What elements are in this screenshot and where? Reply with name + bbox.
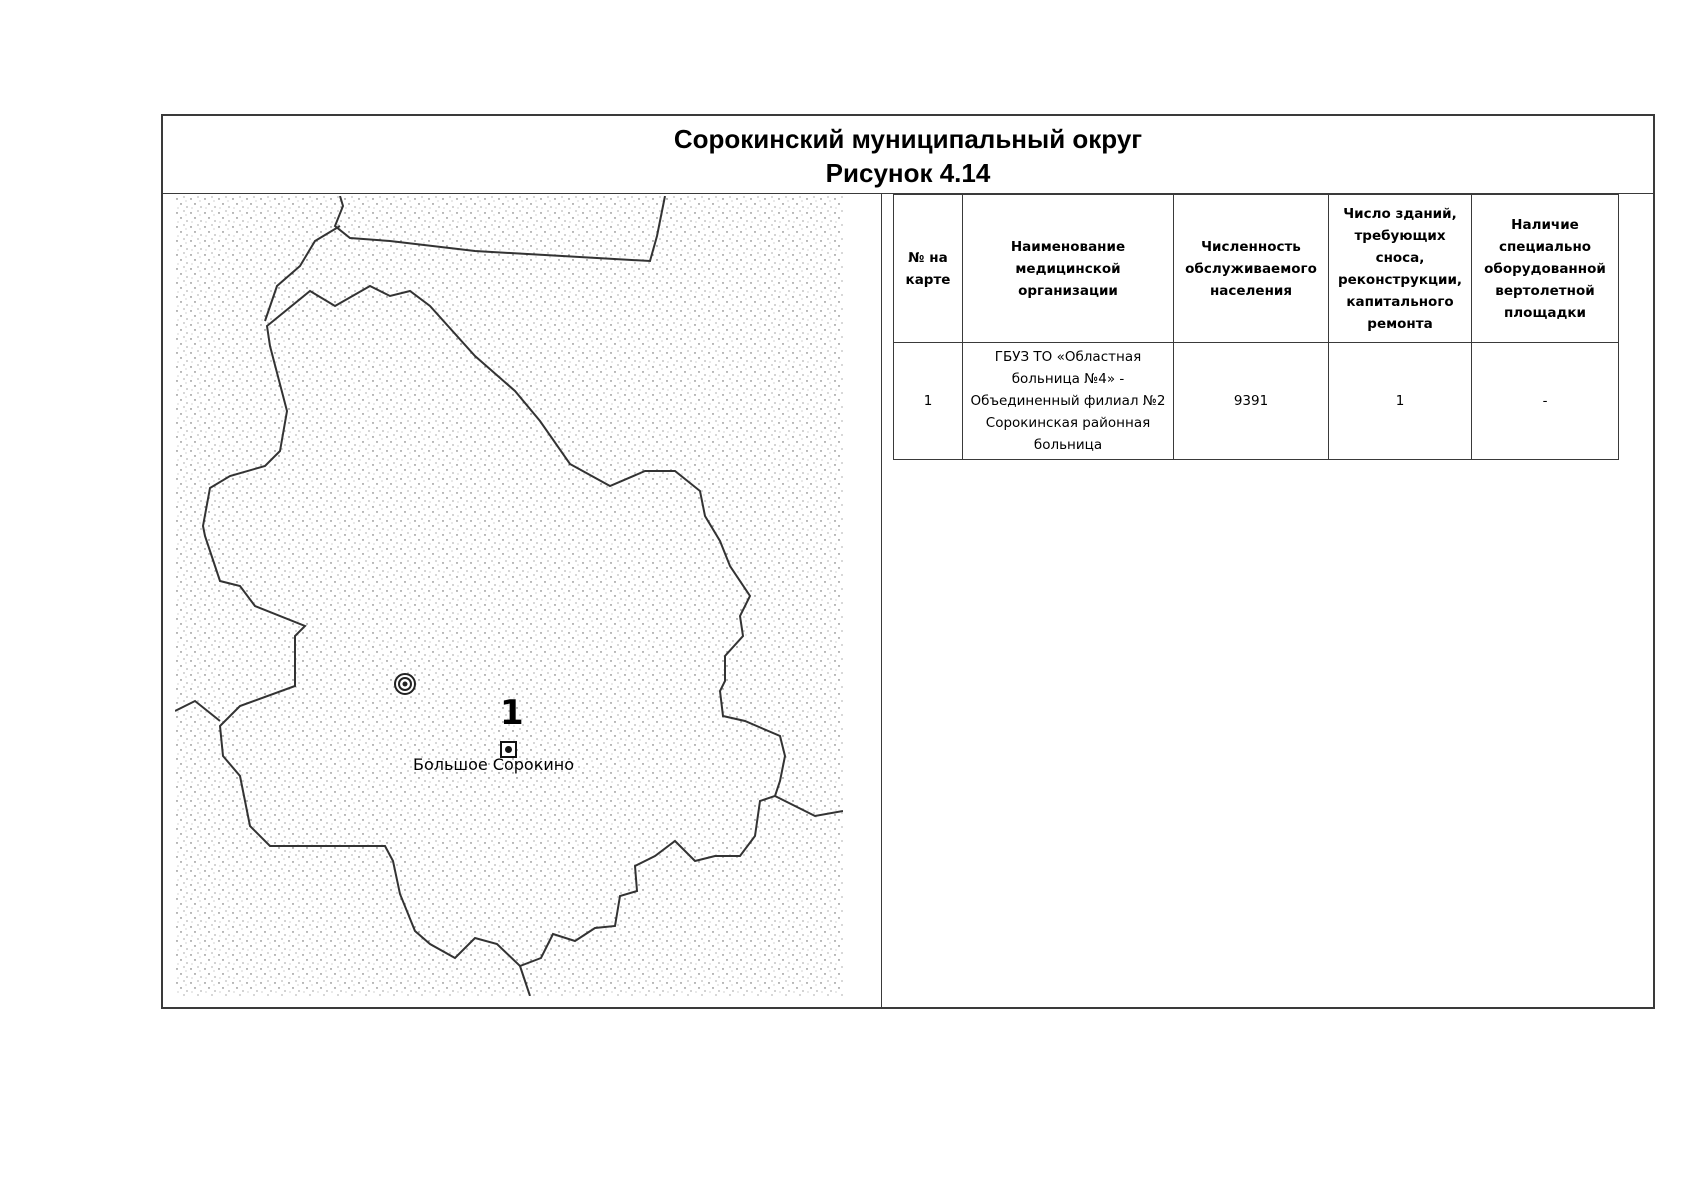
cell-organization: ГБУЗ ТО «Областная больница №4» - Объединенный филиал №2 Сорокинская районная больница (963, 343, 1174, 460)
column-header-helipad: Наличие специально оборудованной вертолетной площадки (1472, 195, 1619, 343)
column-header-buildings: Число зданий, требующих сноса, реконструкции, капитального ремонта (1329, 195, 1472, 343)
settlement-target-icon (395, 674, 415, 694)
table-row (894, 343, 1619, 460)
panel-divider (881, 194, 882, 1009)
figure-header (163, 116, 1653, 194)
table-header-row (894, 195, 1619, 343)
figure-frame (161, 114, 1655, 1009)
settlement-label: Большое Сорокино (413, 755, 574, 774)
column-header-organization: Наименование медицинской организации (963, 195, 1174, 343)
cell-map-number: 1 (894, 343, 963, 460)
column-header-map-number: № на карте (894, 195, 963, 343)
map-svg (175, 196, 843, 996)
cell-population: 9391 (1174, 343, 1329, 460)
hospital-table (893, 194, 1619, 460)
cell-helipad: - (1472, 343, 1619, 460)
cell-buildings: 1 (1329, 343, 1472, 460)
hospital-table-wrapper (893, 194, 1619, 460)
district-map (175, 196, 843, 996)
column-header-population: Численность обслуживаемого населения (1174, 195, 1329, 343)
map-marker-number: 1 (500, 693, 524, 733)
page-title: Сорокинский муниципальный округ (673, 124, 1143, 154)
figure-caption: Рисунок 4.14 (825, 158, 991, 188)
